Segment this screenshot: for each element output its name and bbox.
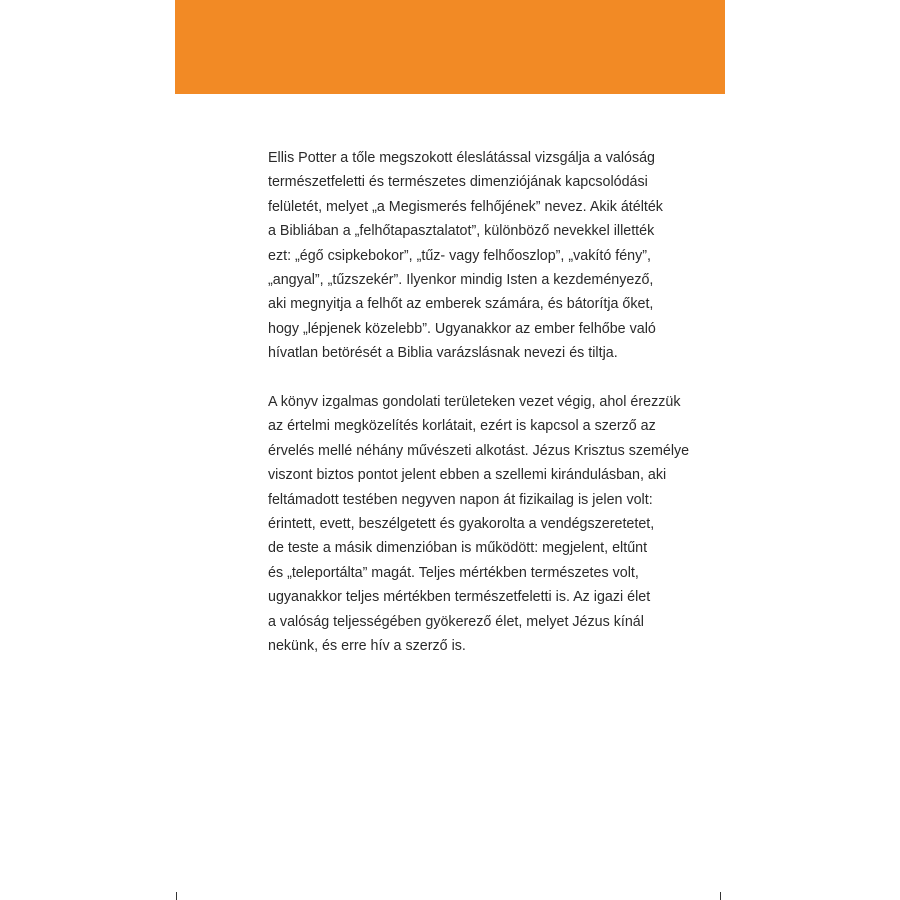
text-line: az értelmi megközelítés korlátait, ezért is kapcsol a szerző az bbox=[268, 418, 656, 435]
header-color-band bbox=[175, 0, 725, 94]
text-line: hogy „lépjenek közelebb”. Ugyanakkor az ember felhőbe való bbox=[268, 320, 656, 337]
text-line: ugyanakkor teljes mértékben természetfeletti is. Az igazi élet bbox=[268, 589, 651, 606]
text-line: feltámadott testében negyven napon át fizikailag is jelen volt: bbox=[268, 491, 653, 508]
paragraph-1 bbox=[268, 146, 668, 366]
text-line: felületét, melyet „a Megismerés felhőjének” nevez. Akik átélték bbox=[268, 198, 663, 215]
text-line: a Bibliában a „felhőtapasztalatot”, különböző nevekkel illették bbox=[268, 223, 655, 240]
text-line: hívatlan betörését a Biblia varázslásnak nevezi és tiltja. bbox=[268, 345, 618, 362]
text-line: „angyal”, „tűzszekér”. Ilyenkor mindig Isten a kezdeményező, bbox=[268, 272, 654, 289]
text-line: de teste a másik dimenzióban is működött: megjelent, eltűnt bbox=[268, 540, 648, 557]
text-line: érvelés mellé néhány művészeti alkotást. Jézus Krisztus személye bbox=[268, 442, 690, 459]
crop-mark-right bbox=[720, 892, 721, 900]
paragraph-gap bbox=[268, 366, 668, 390]
text-line: viszont biztos pontot jelent ebben a szellemi kirándulásban, aki bbox=[268, 467, 667, 484]
text-line: ezt: „égő csipkebokor”, „tűz- vagy felhőoszlop”, „vakító fény”, bbox=[268, 247, 652, 264]
paragraph-2 bbox=[268, 390, 690, 658]
blurb-text bbox=[268, 146, 690, 659]
crop-mark-left bbox=[176, 892, 177, 900]
text-line: a valóság teljességében gyökerező élet, melyet Jézus kínál bbox=[268, 613, 644, 630]
text-line: érintett, evett, beszélgetett és gyakorolta a vendégszeretetet, bbox=[268, 516, 655, 533]
text-line: aki megnyitja a felhőt az emberek számára, és bátorítja őket, bbox=[268, 296, 654, 313]
text-line: természetfeletti és természetes dimenziójának kapcsolódási bbox=[268, 174, 648, 191]
text-line: Ellis Potter a tőle megszokott éleslátással vizsgálja a valóság bbox=[268, 150, 656, 166]
text-line: és „teleportálta” magát. Teljes mértékben természetes volt, bbox=[268, 564, 639, 581]
text-line: A könyv izgalmas gondolati területeken vezet végig, ahol érezzük bbox=[268, 394, 681, 411]
text-line: nekünk, és erre hív a szerző is. bbox=[268, 638, 466, 655]
